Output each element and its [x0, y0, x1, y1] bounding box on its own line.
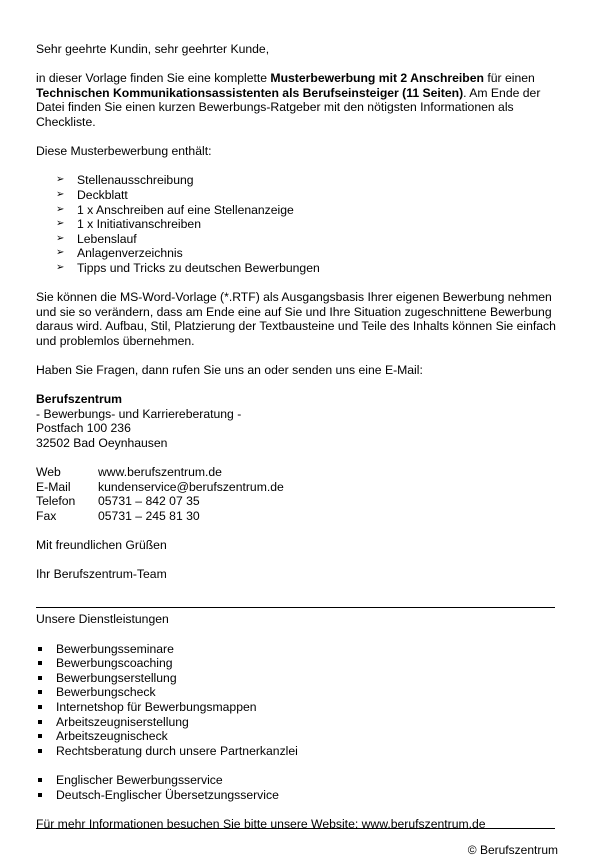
- contact-row-web: [36, 465, 556, 480]
- postbox: Postfach 100 236: [36, 421, 131, 436]
- list-item: ➢ 1 x Initiativanschreiben: [36, 217, 556, 232]
- list-item: Bewerbungscoaching: [36, 656, 556, 671]
- contact-label: E-Mail: [36, 479, 71, 494]
- list-item: ➢ Tipps und Tricks zu deutschen Bewerbungen: [36, 261, 556, 276]
- contact-row-fax: [36, 509, 556, 524]
- company-name: Berufszentrum: [36, 392, 123, 407]
- greeting: Sehr geehrte Kundin, sehr geehrter Kunde,: [36, 42, 270, 56]
- letter-page: [36, 0, 556, 831]
- contact-row-phone: [36, 494, 556, 509]
- usage-paragraph: Sie können die MS-Word-Vorlage (*.RTF) als Ausgangsbasis Ihrer eigenen Bewerbung nehmen und sie so verändern, dass am Ende eine auf Sie und Ihre Situation zugeschnittene Bewerbung daraus wird. Aufbau, Stil, Platzierung der Textbausteine und Teile des Inhalts können Sie einfach und problemlos übernehmen.: [36, 290, 556, 348]
- services-list: [36, 642, 556, 759]
- city: 32502 Bad Oeynhausen: [36, 436, 168, 451]
- list-item: Deutsch-Englischer Übersetzungsservice: [36, 788, 556, 803]
- list-item: ➢ Stellenausschreibung: [36, 173, 556, 188]
- intro-text-2: für einen: [483, 71, 535, 86]
- contact-label: Telefon: [36, 494, 76, 509]
- contact-block: [36, 465, 556, 523]
- copyright: © Berufszentrum: [467, 843, 558, 857]
- list-item: ➢ Deckblatt: [36, 188, 556, 203]
- intro-bold-1: Musterbewerbung mit 2 Anschreiben: [270, 71, 484, 86]
- contents-list: [36, 173, 556, 275]
- list-item: Bewerbungserstellung: [36, 671, 556, 686]
- divider-bottom: [36, 828, 555, 829]
- list-item: Englischer Bewerbungsservice: [36, 773, 556, 788]
- contact-row-email: [36, 480, 556, 495]
- email-link[interactable]: kundenservice@berufszentrum.de: [98, 479, 284, 494]
- services-heading: Unsere Dienstleistungen: [36, 611, 169, 626]
- list-item: Bewerbungscheck: [36, 685, 556, 700]
- intro-text-1: in dieser Vorlage finden Sie eine komplette: [36, 71, 271, 86]
- list-item: Arbeitszeugnischeck: [36, 729, 556, 744]
- web-link[interactable]: www.berufszentrum.de: [98, 465, 222, 480]
- contents-heading: Diese Musterbewerbung enthält:: [36, 144, 212, 159]
- list-item: Rechtsberatung durch unsere Partnerkanzlei: [36, 744, 556, 759]
- divider-top: [36, 607, 555, 608]
- list-item: ➢ 1 x Anschreiben auf eine Stellenanzeige: [36, 203, 556, 218]
- more-info: Für mehr Informationen besuchen Sie bitte unsere Website: www.berufszentrum.de: [36, 816, 486, 831]
- closing: Mit freundlichen Grüßen: [36, 538, 167, 553]
- phone-value: 05731 – 842 07 35: [98, 494, 200, 509]
- list-item: Internetshop für Bewerbungsmappen: [36, 700, 556, 715]
- list-item: Bewerbungsseminare: [36, 642, 556, 657]
- intro-bold-2: Technischen Kommunikationsassistenten als Berufseinsteiger (11 Seiten): [36, 85, 464, 100]
- contact-label: Web: [36, 465, 61, 480]
- list-item: ➢ Anlagenverzeichnis: [36, 246, 556, 261]
- address-block: [36, 392, 556, 450]
- questions-paragraph: Haben Sie Fragen, dann rufen Sie uns an oder senden uns eine E-Mail:: [36, 363, 423, 378]
- services-list-secondary: [36, 773, 556, 802]
- contact-label: Fax: [36, 509, 57, 523]
- fax-value: 05731 – 245 81 30: [98, 509, 200, 523]
- intro-text-3: . Am Ende der Datei finden Sie einen kurzen Bewerbungs-Ratgeber mit den nötigsten Informationen als Checkliste.: [36, 85, 541, 129]
- company-tagline: - Bewerbungs- und Karriereberatung -: [36, 406, 242, 421]
- list-item: Arbeitszeugniserstellung: [36, 715, 556, 730]
- intro-paragraph: [36, 71, 556, 129]
- list-item: ➢ Lebenslauf: [36, 232, 556, 247]
- signature: Ihr Berufszentrum-Team: [36, 567, 167, 582]
